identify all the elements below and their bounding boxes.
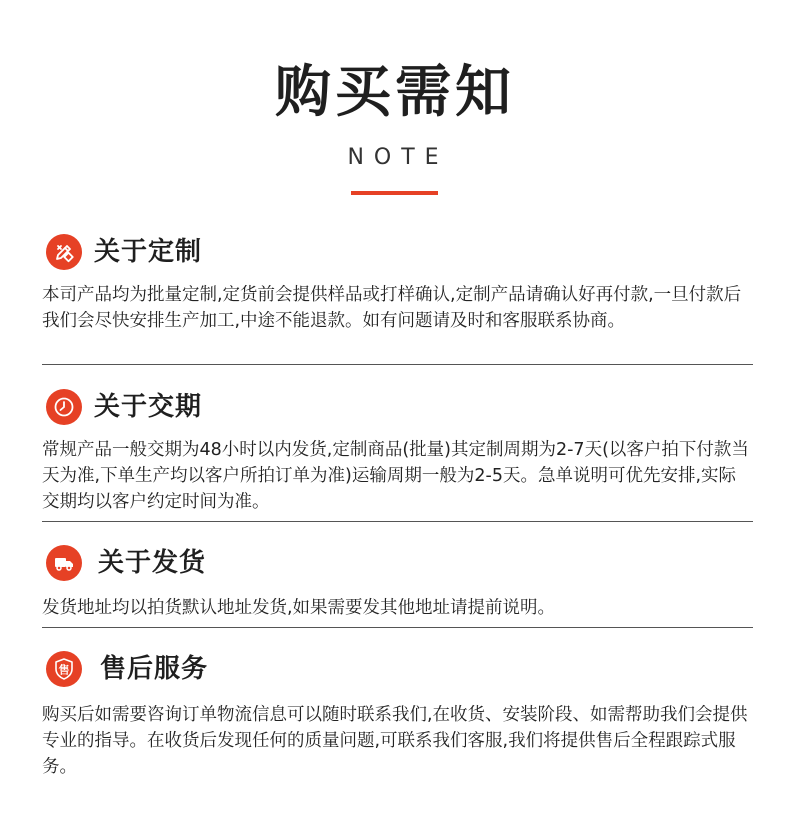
section-header — [46, 543, 206, 583]
section-heading: 售后服务 — [100, 654, 209, 684]
section-divider — [42, 521, 753, 522]
section-heading: 关于定制 — [94, 237, 203, 267]
section-divider — [42, 627, 753, 628]
section-divider — [42, 364, 753, 365]
pencil-ruler-icon — [46, 234, 82, 270]
section-header — [46, 387, 202, 427]
section-header — [46, 232, 202, 272]
page-subtitle: NOTE — [347, 145, 449, 170]
section-text: 发货地址均以拍货默认地址发货,如果需要发其他地址请提前说明。 — [42, 598, 556, 618]
title-underline — [351, 191, 438, 195]
section-text: 本司产品均为批量定制,定货前会提供样品或打样确认,定制产品请确认好再付款,一旦付款后我们会尽快安排生产加工,中途不能退款。如有问题请及时和客服联系协商。 — [42, 285, 742, 331]
section-heading: 关于交期 — [94, 392, 203, 422]
page-title: 购买需知 — [275, 60, 515, 125]
section-text: 常规产品一般交期为48小时以内发货,定制商品(批量)其定制周期为2-7天(以客户拍下付款当天为准,下单生产均以客户所拍订单为准)运输周期一般为2-5天。急单说明可优先安排,实际交期均以客户约定时间为准。 — [42, 440, 749, 512]
section-heading: 关于发货 — [98, 548, 207, 578]
truck-icon — [46, 545, 82, 581]
shield-icon — [46, 651, 82, 687]
shield-icon-glyph: 售 — [58, 663, 70, 677]
clock-icon — [46, 389, 82, 425]
section-text: 购买后如需要咨询订单物流信息可以随时联系我们,在收货、安装阶段、如需帮助我们会提供专业的指导。在收货后发现任何的质量问题,可联系我们客服,我们将提供售后全程跟踪式服务。 — [42, 705, 748, 777]
section-header — [46, 649, 208, 689]
